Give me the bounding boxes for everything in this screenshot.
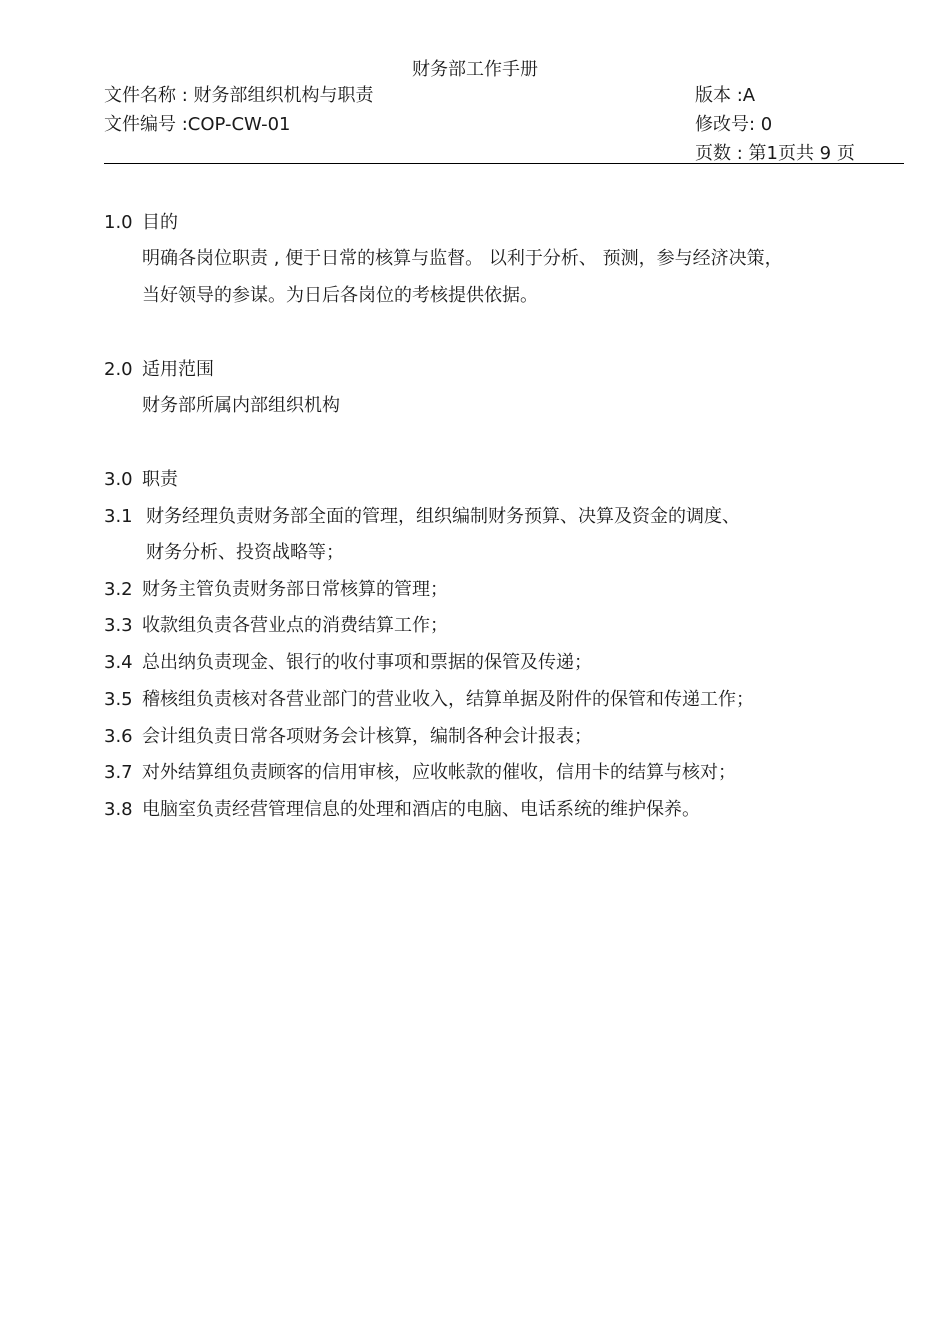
- duty-text: 财务经理负责财务部全面的管理，组织编制财务预算、决算及资金的调度、: [146, 506, 740, 527]
- duty-number: 3.2: [104, 579, 133, 600]
- page-info: 页数 : 第1页共 9 页: [695, 143, 855, 164]
- duty-number: 3.8: [104, 799, 133, 820]
- duty-text: 对外结算组负责顾客的信用审核，应收帐款的催收，信用卡的结算与核对；: [142, 762, 736, 783]
- duty-item: [104, 614, 448, 638]
- purpose-text-line-1: 明确各岗位职责 , 便于日常的核算与监督。 以利于分析、 预测，参与经济决策，: [142, 248, 783, 269]
- section-number: 1.0: [104, 212, 133, 233]
- section-title: 目的: [142, 212, 178, 233]
- document-title: 财务部工作手册: [412, 59, 538, 80]
- duty-number: 3.4: [104, 652, 133, 673]
- duty-number: 3.5: [104, 689, 133, 710]
- duty-item: [104, 688, 754, 712]
- file-number: 文件编号 :COP-CW-01: [104, 114, 291, 135]
- section-title: 适用范围: [142, 359, 214, 380]
- duty-text: 总出纳负责现金、银行的收付事项和票据的保管及传递；: [142, 652, 592, 673]
- duty-item: [104, 798, 700, 822]
- duty-item: [104, 725, 592, 749]
- duty-text: 稽核组负责核对各营业部门的营业收入，结算单据及附件的保管和传递工作；: [142, 689, 754, 710]
- purpose-text-line-2: 当好领导的参谋。为日后各岗位的考核提供依据。: [142, 285, 538, 306]
- duty-number: 3.6: [104, 726, 133, 747]
- section-purpose-heading: [104, 211, 178, 235]
- version: 版本 :A: [695, 85, 756, 106]
- header-divider: [104, 163, 904, 164]
- duty-item: [104, 578, 448, 602]
- section-duties-heading: [104, 468, 178, 492]
- duty-number: 3.3: [104, 615, 133, 636]
- duty-text: 会计组负责日常各项财务会计核算，编制各种会计报表；: [142, 726, 592, 747]
- duty-item: [104, 651, 592, 675]
- file-name: 文件名称 : 财务部组织机构与职责: [104, 85, 374, 106]
- duty-item: [104, 761, 736, 785]
- scope-text: 财务部所属内部组织机构: [142, 395, 340, 416]
- section-number: 2.0: [104, 359, 133, 380]
- duty-text: 财务主管负责财务部日常核算的管理；: [142, 579, 448, 600]
- section-scope-heading: [104, 358, 214, 382]
- duty-item: [104, 505, 740, 529]
- section-title: 职责: [142, 469, 178, 490]
- duty-text-continuation: 财务分析、投资战略等；: [146, 542, 344, 563]
- duty-text: 收款组负责各营业点的消费结算工作；: [142, 615, 448, 636]
- duty-text: 电脑室负责经营管理信息的处理和酒店的电脑、电话系统的维护保养。: [142, 799, 700, 820]
- duty-number: 3.1: [104, 506, 133, 527]
- duty-number: 3.7: [104, 762, 133, 783]
- section-number: 3.0: [104, 469, 133, 490]
- revision-number: 修改号: 0: [695, 114, 773, 135]
